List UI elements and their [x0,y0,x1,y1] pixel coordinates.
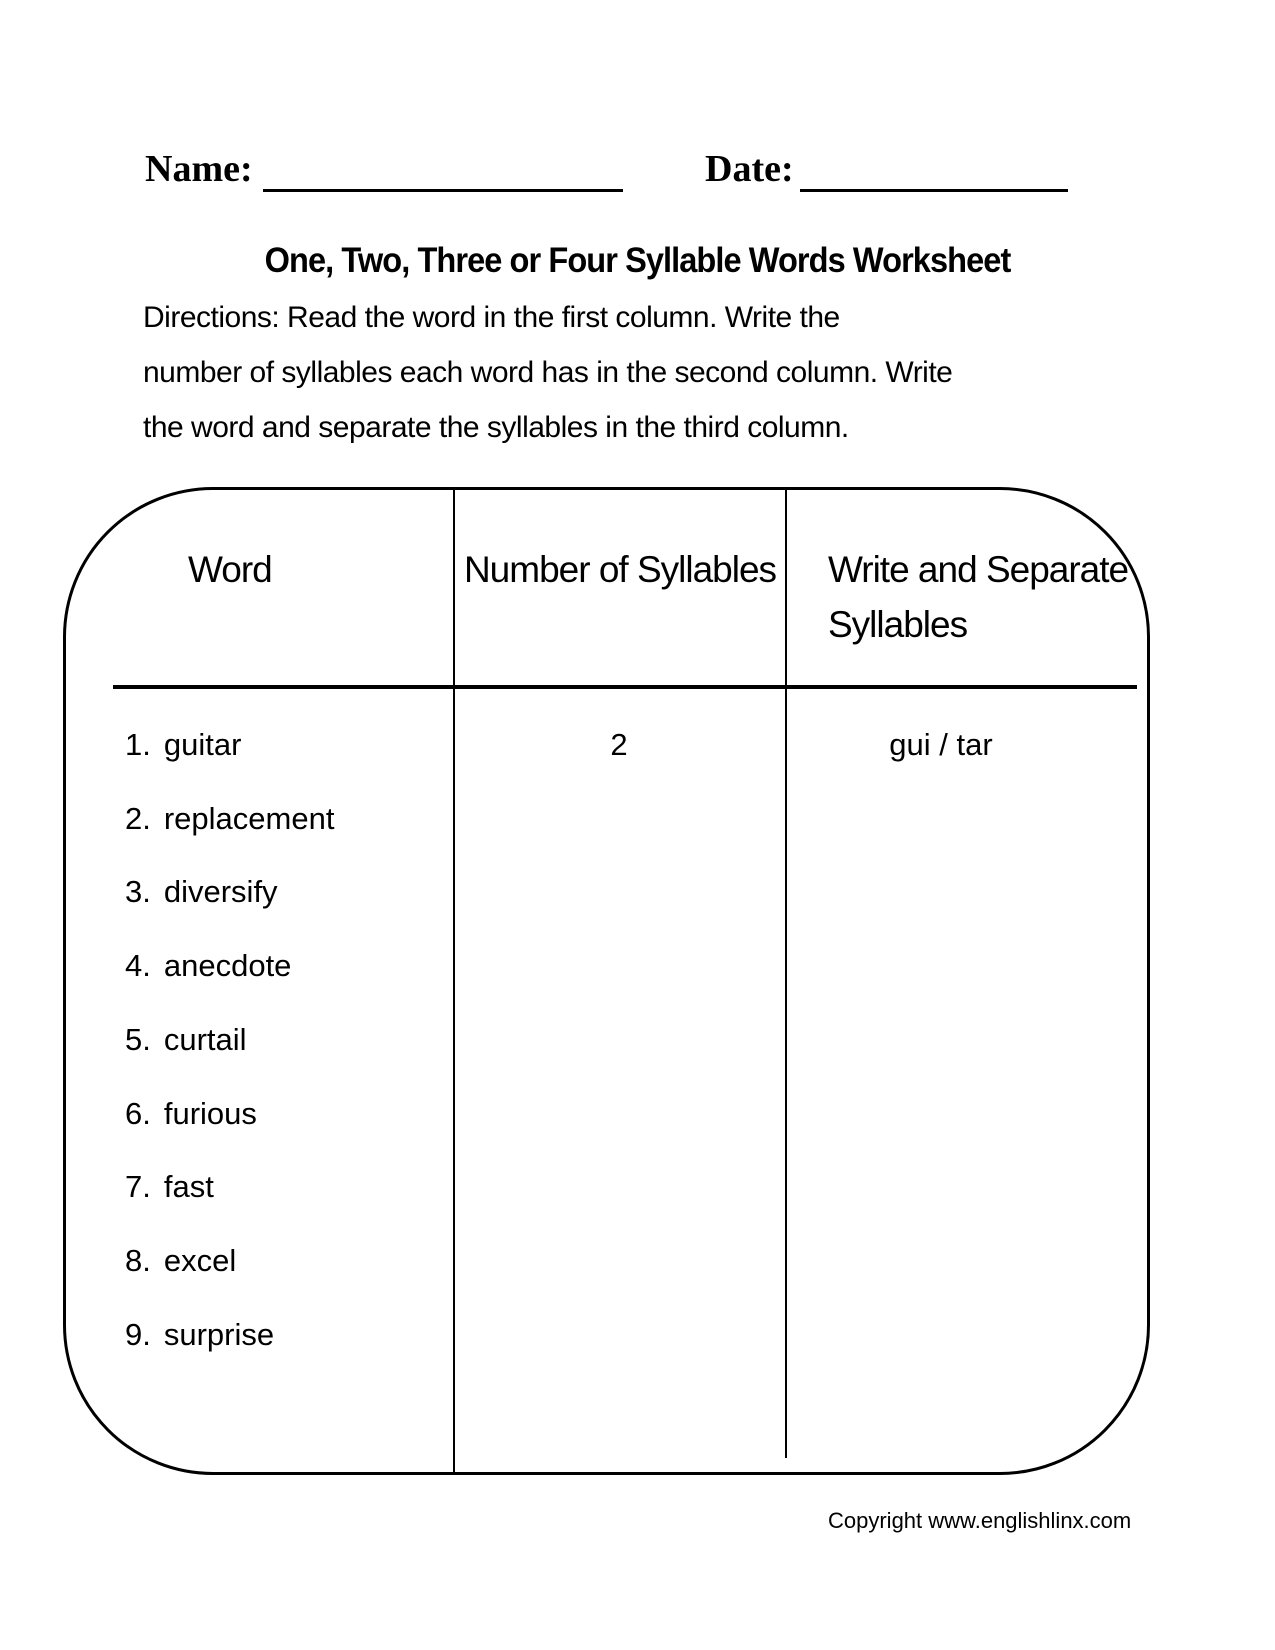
row-number: 9. [125,1316,151,1352]
word-cell [66,727,453,763]
table-row [66,856,1147,930]
directions-line-1: Directions: Read the word in the first column. Write the [143,301,840,334]
word-cell [66,948,453,984]
row-word: diversify [163,874,278,910]
row-number: 6. [125,1095,151,1131]
row-word: excel [163,1243,237,1279]
header-underline [113,685,1137,689]
row-word: furious [163,1095,257,1131]
date-label: Date: [705,148,794,190]
name-fill-in-line[interactable] [263,189,623,192]
word-cell [66,801,453,837]
table-row [66,1224,1147,1298]
row-word: anecdote [163,948,292,984]
word-cell [66,1096,453,1132]
copyright-text: Copyright www.englishlinx.com [828,1508,1132,1533]
word-cell [66,1317,453,1353]
name-label: Name: [145,148,253,190]
column-header-number-of-syllables: Number of Syllables [463,549,777,590]
separated-syllables-cell[interactable]: gui / tar [889,726,993,762]
table-row [66,1298,1147,1372]
row-word: guitar [163,726,242,762]
word-cell [66,1243,453,1279]
word-cell [66,1169,453,1205]
row-number: 5. [125,1021,151,1057]
row-number: 1. [125,726,151,762]
word-cell [66,1022,453,1058]
table-row [66,1151,1147,1225]
table-row [66,1077,1147,1151]
table-row [66,782,1147,856]
column-header-write-and-separate: Write and Separate Syllables [828,549,1129,645]
directions-line-2: number of syllables each word has in the second column. Write [143,356,953,389]
row-number: 7. [125,1169,151,1205]
row-number: 2. [125,800,151,836]
row-number: 8. [125,1243,151,1279]
syllable-count-cell[interactable]: 2 [610,726,628,762]
row-word: fast [163,1169,214,1205]
table-rows [66,708,1147,1372]
row-word: surprise [163,1316,275,1352]
page-title: One, Two, Three or Four Syllable Words Worksheet [264,241,1011,280]
row-number: 4. [125,948,151,984]
table-row [66,1003,1147,1077]
directions-line-3: the word and separate the syllables in the third column. [143,411,849,444]
syllables-table [63,487,1150,1475]
word-cell [66,874,453,910]
date-fill-in-line[interactable] [800,189,1068,192]
directions-text [143,290,1143,455]
table-row [66,708,1147,782]
row-number: 3. [125,874,151,910]
column-header-word: Word [188,549,272,590]
row-word: curtail [163,1021,247,1057]
row-word: replacement [163,800,335,836]
table-row [66,929,1147,1003]
